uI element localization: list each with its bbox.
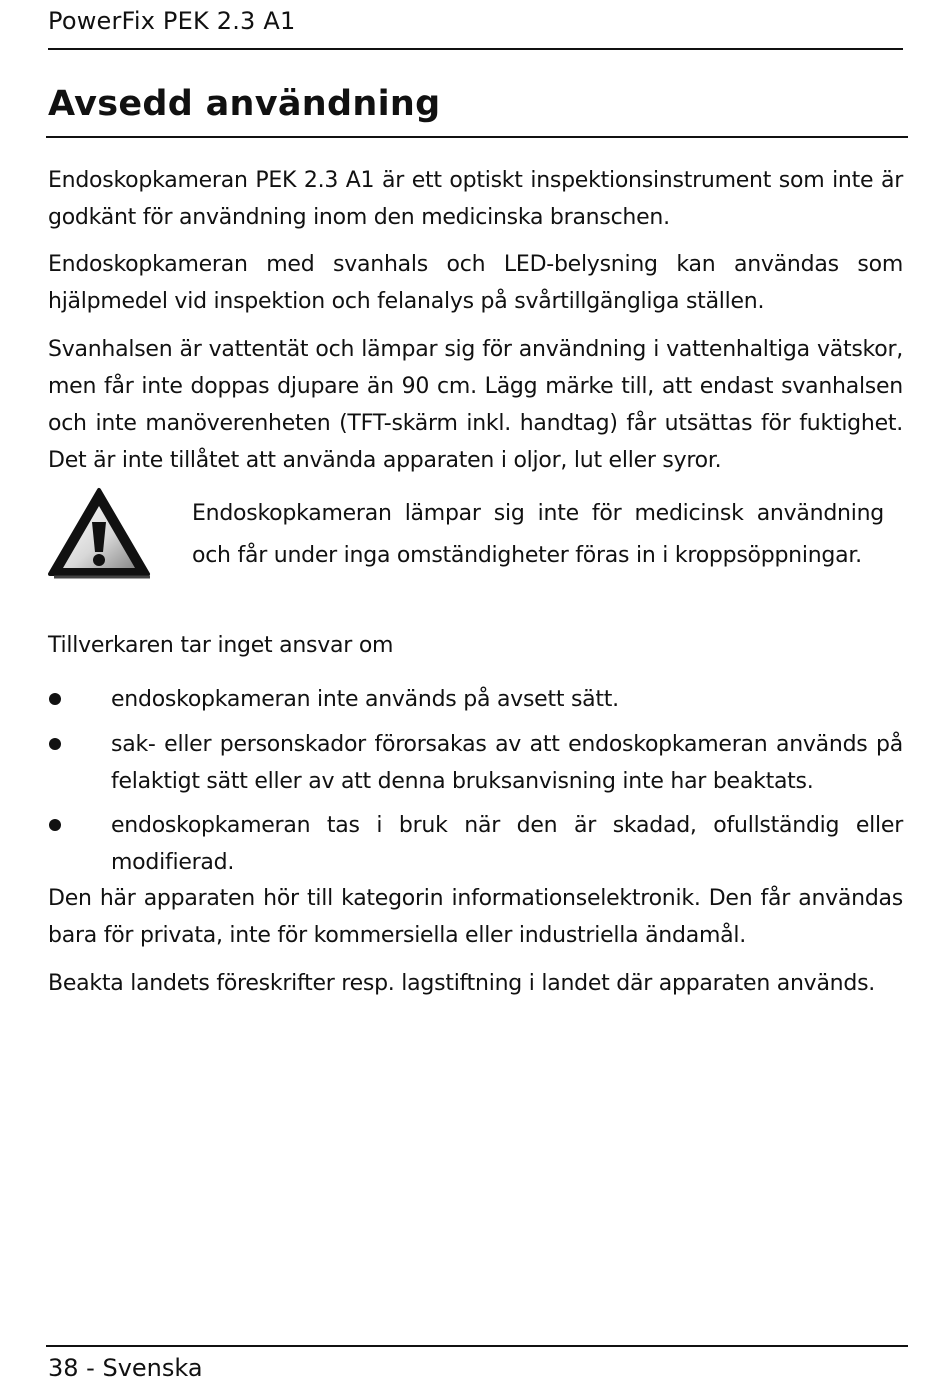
paragraph-waterproof: Svanhalsen är vattentät och lämpar sig för användning i vattenhaltiga vätskor, men får inte doppas djupare än 90 cm. Lägg märke till, att endast svanhalsen och inte manöverenheten (TFT-skärm inkl. handtag) får utsättas för fuktighet. Det är inte tillåtet att använda apparaten i oljor, lut eller syror.	[48, 337, 903, 473]
list-item-text: endoskopkameran inte används på avsett sätt.	[111, 687, 619, 712]
paragraph-local-regulations: Beakta landets föreskrifter resp. lagstiftning i landet där apparaten används.	[48, 971, 876, 996]
bullet-icon	[49, 819, 61, 831]
title-rule	[46, 136, 908, 138]
warning-text: Endoskopkameran lämpar sig inte för medicinsk användning och får under inga omständigheter föras in i kroppsöppningar.	[192, 501, 884, 568]
paragraph-gooseneck-led: Endoskopkameran med svanhals och LED-belysning kan användas som hjälpmedel vid inspektion och felanalys på svårtillgängliga ställen.	[48, 252, 903, 314]
paragraph-device-category: Den här apparaten hör till kategorin informationselektronik. Den får användas bara för privata, inte för kommersiella eller industriella ändamål.	[48, 886, 903, 948]
bullet-icon	[49, 738, 61, 750]
header-rule	[48, 48, 903, 50]
list-item-text: sak- eller personskador förorsakas av att endoskopkameran används på felaktigt sätt eller av att denna bruksanvisning inte har beaktats.	[111, 732, 903, 794]
footer-rule	[46, 1345, 908, 1347]
paragraph-intended-use: Endoskopkameran PEK 2.3 A1 är ett optiskt inspektionsinstrument som inte är godkänt för användning inom den medicinska branschen.	[48, 168, 903, 230]
warning-triangle-icon	[46, 486, 152, 580]
section-title: Avsedd användning	[48, 84, 441, 124]
bullet-icon	[49, 693, 61, 705]
list-item-text: endoskopkameran tas i bruk när den är skadad, ofullständig eller modifierad.	[111, 813, 903, 875]
page-footer: 38 - Svenska	[48, 1354, 203, 1382]
running-header: PowerFix PEK 2.3 A1	[48, 7, 296, 35]
liability-intro: Tillverkaren tar inget ansvar om	[48, 633, 394, 658]
